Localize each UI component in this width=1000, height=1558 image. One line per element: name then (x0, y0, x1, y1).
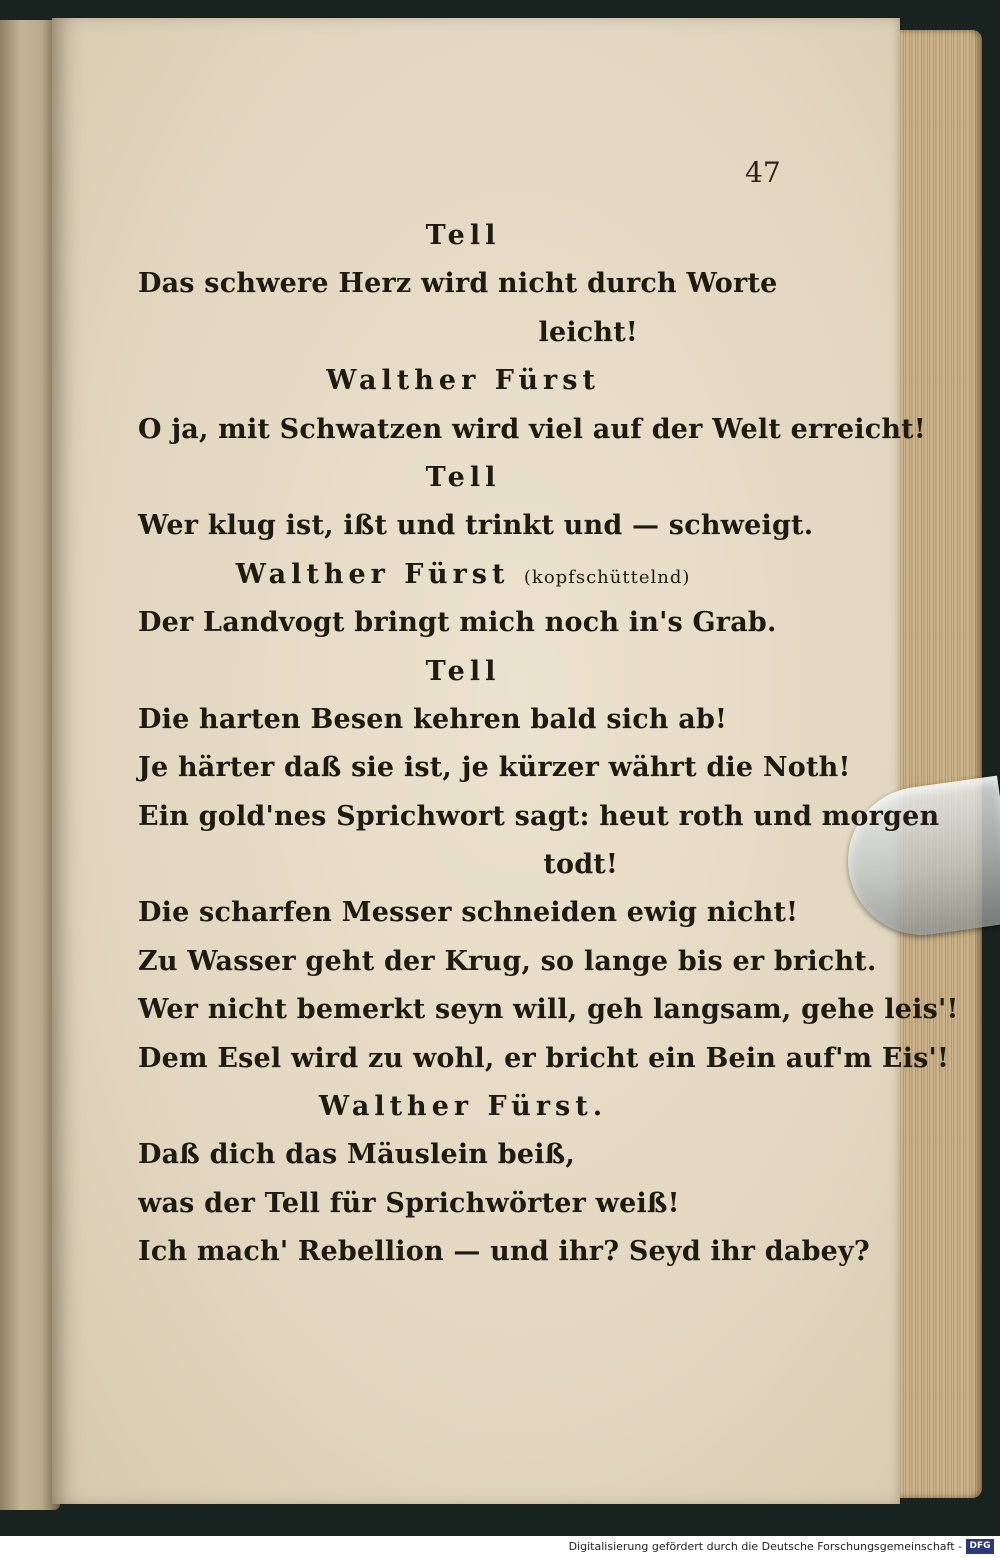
speaker-line: Walther Fürst (kopfschüttelnd) (235, 558, 691, 590)
speech-line: Wer klug ist, ißt und trinkt und — schweigt. (138, 510, 814, 542)
dfg-logo: DFG (966, 1539, 994, 1554)
speech-line: O ja, mit Schwatzen wird viel auf der Welt erreicht! (138, 413, 926, 445)
speech-line: Ein gold'nes Sprichwort sagt: heut roth und morgen (138, 800, 940, 832)
speaker-line: Walther Fürst. (318, 1091, 608, 1123)
credit-text: Digitalisierung gefördert durch die Deutsche Forschungsgemeinschaft - (568, 1540, 962, 1553)
speaker-line: Tell (425, 655, 501, 687)
speaker-line: Tell (425, 220, 501, 251)
speaker-line: Tell (425, 461, 501, 493)
speech-line: Je härter daß sie ist, je kürzer währt die Noth! (138, 752, 851, 784)
speech-line: Das schwere Herz wird nicht durch Worte (138, 268, 778, 300)
left-page-edge (0, 20, 60, 1510)
stage-direction: (kopfschüttelnd) (523, 566, 691, 588)
speech-line: Daß dich das Mäuslein beiß, (138, 1139, 575, 1171)
speech-line: was der Tell für Sprichwörter weiß! (138, 1187, 680, 1219)
continuation-line: todt! (543, 849, 618, 881)
page-number: 47 (745, 156, 781, 189)
page-stack-edge (892, 30, 982, 1498)
speaker-line: Walther Fürst (326, 365, 600, 397)
speech-line: Wer nicht bemerkt seyn will, geh langsam, gehe leis'! (138, 994, 959, 1026)
play-text (138, 212, 959, 1277)
speech-line: Der Landvogt bringt mich noch in's Grab. (138, 607, 777, 639)
speech-line: Ich mach' Rebellion — und ihr? Seyd ihr dabey? (138, 1236, 870, 1268)
speech-line: Dem Esel wird zu wohl, er bricht ein Bein auf'm Eis'! (138, 1042, 950, 1074)
credit-bar (0, 1536, 1000, 1558)
continuation-line: leicht! (538, 316, 638, 348)
speech-line: Die scharfen Messer schneiden ewig nicht! (138, 897, 799, 929)
speech-line: Die harten Besen kehren bald sich ab! (138, 703, 728, 735)
speech-line: Zu Wasser geht der Krug, so lange bis er bricht. (138, 945, 877, 977)
